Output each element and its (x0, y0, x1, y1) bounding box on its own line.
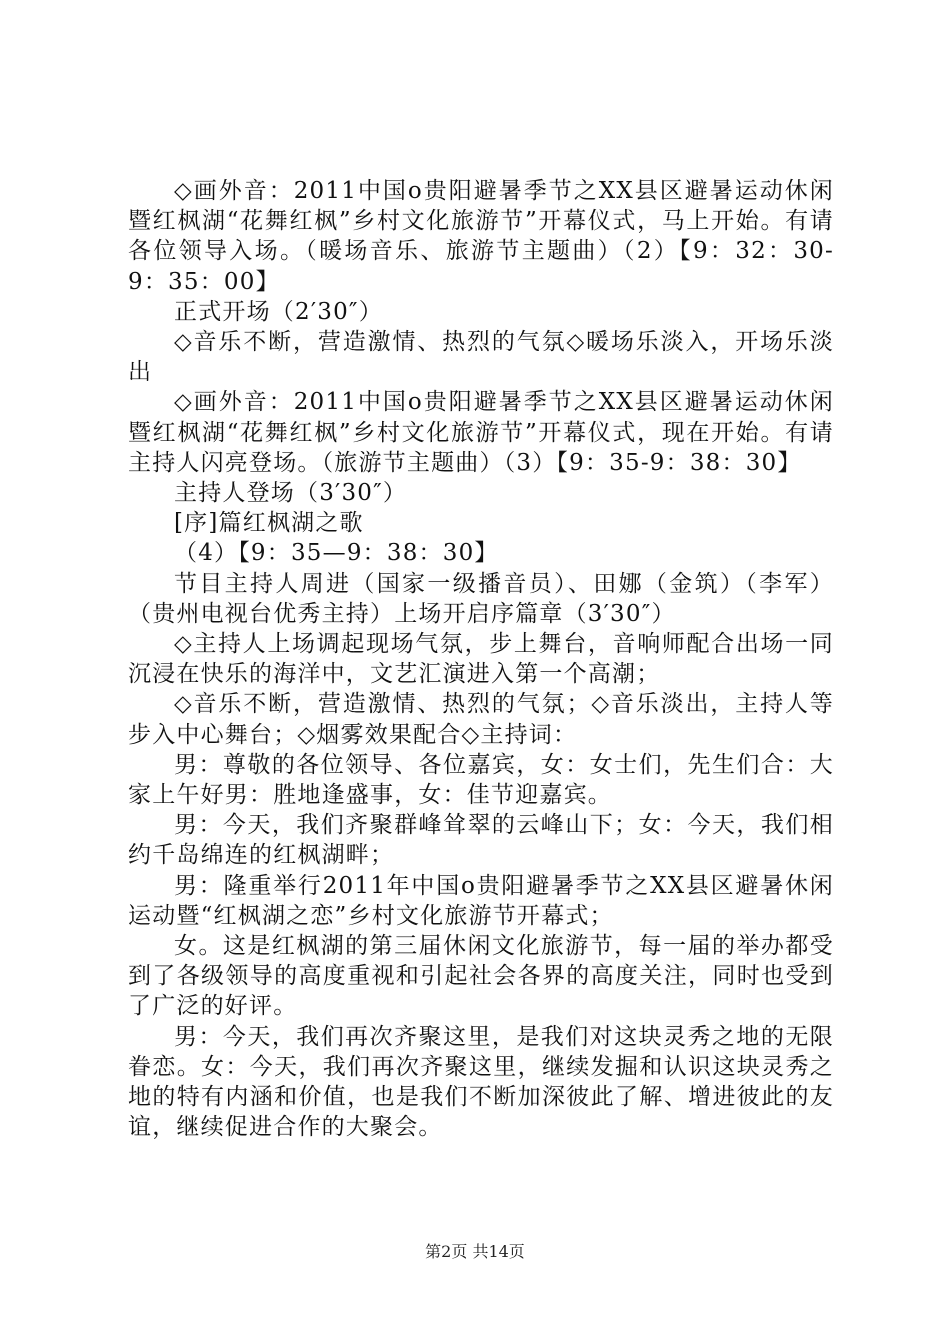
paragraph-music-cue-2: ◇音乐不断，营造激情、热烈的气氛；◇音乐淡出，主持人等步入中心舞台；◇烟雾效果配合◇主持词： (128, 691, 834, 748)
paragraph-dialogue-3: 男：隆重举行2011年中国o贵阳避暑季节之XX县区避暑休闲运动暨“红枫湖之恋”乡村文化旅游节开幕式； (128, 872, 834, 929)
paragraph-opening-title: 正式开场（2′30″） (174, 298, 383, 325)
paragraph-music-cue-1: ◇音乐不断，营造激情、热烈的气氛◇暖场乐淡入，开场乐淡出 (128, 329, 834, 386)
paragraph-dialogue-2: 男：今天，我们齐聚群峰耸翠的云峰山下；女：今天，我们相约千岛绵连的红枫湖畔； (128, 812, 834, 869)
paragraph-voiceover-1: ◇画外音：2011中国o贵阳避暑季节之XX县区避暑运动休闲暨红枫湖“花舞红枫”乡村文化旅游节”开幕仪式，马上开始。有请各位领导入场。（暖场音乐、旅游节主题曲）（2）【9：32：30-9：35：00】 (128, 178, 834, 295)
paragraph-host-entrance-title: 主持人登场（3′30″） (174, 480, 408, 507)
paragraph-dialogue-5: 男：今天，我们再次齐聚这里，是我们对这块灵秀之地的无限眷恋。女：今天，我们再次齐聚这里，继续发掘和认识这块灵秀之地的特有内涵和价值，也是我们不断加深彼此了解、增进彼此的友谊，继续促进合作的大聚会。 (128, 1023, 834, 1141)
paragraph-prelude-title: [序]篇红枫湖之歌 (174, 510, 364, 537)
paragraph-dialogue-4: 女。这是红枫湖的第三届休闲文化旅游节，每一届的举办都受到了各级领导的高度重视和引起社会各界的高度关注，同时也受到了广泛的好评。 (128, 933, 834, 1020)
paragraph-time-cue: （4）【9：35—9：38：30】 (174, 540, 499, 567)
paragraph-host-cue: ◇主持人上场调起现场气氛，步上舞台，音响师配合出场一同沉浸在快乐的海洋中，文艺汇演进入第一个高潮； (128, 631, 834, 688)
document-body (128, 176, 834, 1143)
paragraph-hosts: 节目主持人周进（国家一级播音员）、田娜（金筑）（李军）（贵州电视台优秀主持）上场开启序篇章（3′30″） (128, 570, 834, 627)
paragraph-dialogue-1: 男：尊敬的各位领导、各位嘉宾，女：女士们，先生们合：大家上午好男：胜地逢盛事，女：佳节迎嘉宾。 (128, 751, 834, 809)
paragraph-voiceover-2: ◇画外音：2011中国o贵阳避暑季节之XX县区避暑运动休闲暨红枫湖“花舞红枫”乡村文化旅游节”开幕仪式，现在开始。有请主持人闪亮登场。（旅游节主题曲）（3）【9：35-9：38：30】 (128, 389, 834, 476)
page-footer: 第2页 共14页 (425, 1242, 525, 1261)
